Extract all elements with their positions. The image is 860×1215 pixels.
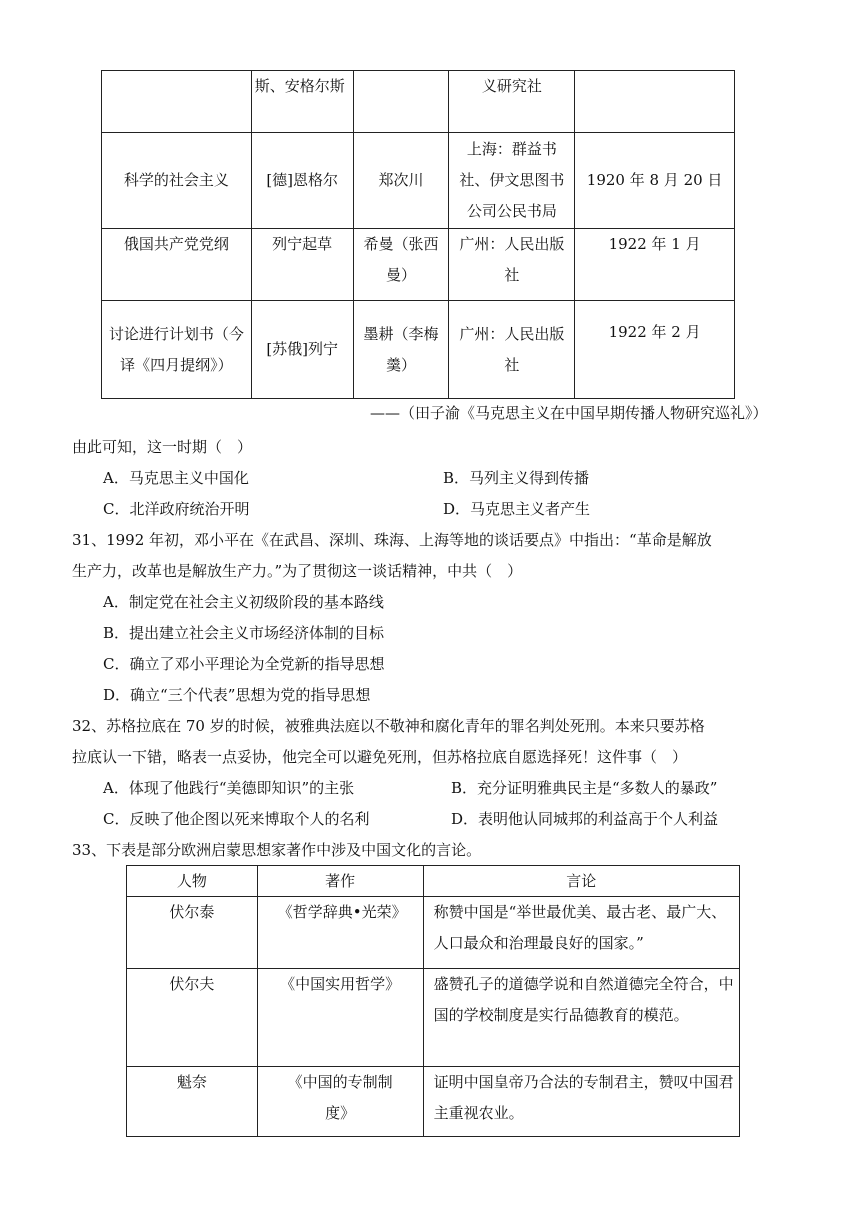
table-cell: 科学的社会主义 <box>102 133 252 229</box>
table-cell: 墨耕（李梅羹） <box>353 301 449 399</box>
q31-option-b[interactable]: B．提出建立社会主义市场经济体制的目标 <box>103 624 385 642</box>
table-header-row <box>127 866 740 897</box>
table-cell: 上海：群益书社、伊文思图书公司公民书局 <box>449 133 575 229</box>
table-cell: 俄国共产党党纲 <box>102 229 252 301</box>
table-cell: 伏尔夫 <box>127 969 258 1067</box>
q32-option-a[interactable]: A．体现了他践行“美德即知识”的主张 <box>103 779 355 797</box>
q31-option-a[interactable]: A．制定党在社会主义初级阶段的基本路线 <box>103 593 384 611</box>
q31-option-c[interactable]: C．确立了邓小平理论为全党新的指导思想 <box>103 655 385 673</box>
table-row <box>127 969 740 1067</box>
table-row <box>127 897 740 969</box>
q31-option-d[interactable]: D．确立“三个代表”思想为党的指导思想 <box>103 686 371 704</box>
table-cell: 魁奈 <box>127 1067 258 1137</box>
publication-table <box>101 70 735 399</box>
table-cell: 斯、安格尔斯 <box>251 71 353 133</box>
table-row <box>102 229 735 301</box>
question-31-stem-line1: 31、1992 年初，邓小平在《在武昌、深圳、珠海、上海等地的谈话要点》中指出：“革命是解放 <box>72 531 712 549</box>
question-32-stem-line1: 32、苏格拉底在 70 岁的时候，被雅典法庭以不敬神和腐化青年的罪名判处死刑。本来只要苏格 <box>72 717 705 735</box>
table-cell: 广州：人民出版社 <box>449 301 575 399</box>
table-row <box>102 71 735 133</box>
q30-option-b[interactable]: B．马列主义得到传播 <box>443 469 590 487</box>
table-cell <box>575 71 735 133</box>
q30-option-d[interactable]: D．马克思主义者产生 <box>443 500 591 518</box>
q32-option-b[interactable]: B．充分证明雅典民主是“多数人的暴政” <box>451 779 718 797</box>
q32-option-c[interactable]: C．反映了他企图以死来博取个人的名利 <box>103 810 370 828</box>
question-30-stem: 由此可知，这一时期（ ） <box>72 438 253 456</box>
table-row <box>102 133 735 229</box>
table-cell: 《中国的专制制度》 <box>257 1067 423 1137</box>
table-cell: 1922 年 1 月 <box>575 229 735 301</box>
source-citation: ——（田子渝《马克思主义在中国早期传播人物研究巡礼》） <box>370 404 768 422</box>
question-32-stem-line2: 拉底认一下错，略表一点妥协，他完全可以避免死刑，但苏格拉底自愿选择死！这件事（ ） <box>72 748 688 766</box>
table-cell: [德]恩格尔 <box>251 133 353 229</box>
table-cell: 郑次川 <box>353 133 449 229</box>
table-row <box>127 1067 740 1137</box>
table-cell <box>102 71 252 133</box>
table-cell: 1920 年 8 月 20 日 <box>575 133 735 229</box>
enlightenment-quotes-table <box>126 865 740 1137</box>
table-cell: 广州：人民出版社 <box>449 229 575 301</box>
q30-option-c[interactable]: C．北洋政府统治开明 <box>103 500 250 518</box>
table-cell: 希曼（张西曼） <box>353 229 449 301</box>
column-header: 言论 <box>423 866 739 897</box>
table-cell: [苏俄]列宁 <box>251 301 353 399</box>
table-cell: 证明中国皇帝乃合法的专制君主，赞叹中国君主重视农业。 <box>423 1067 739 1137</box>
table-cell: 伏尔泰 <box>127 897 258 969</box>
table-cell: 盛赞孔子的道德学说和自然道德完全符合，中国的学校制度是实行品德教育的模范。 <box>423 969 739 1067</box>
table-cell <box>353 71 449 133</box>
table-cell: 称赞中国是“举世最优美、最古老、最广大、人口最众和治理最良好的国家。” <box>423 897 739 969</box>
table-row <box>102 301 735 399</box>
table-cell: 《哲学辞典•光荣》 <box>257 897 423 969</box>
table-cell: 列宁起草 <box>251 229 353 301</box>
table-cell: 《中国实用哲学》 <box>257 969 423 1067</box>
question-33-stem: 33、下表是部分欧洲启蒙思想家著作中涉及中国文化的言论。 <box>72 841 482 859</box>
column-header: 人物 <box>127 866 258 897</box>
table-cell: 讨论进行计划书（今译《四月提纲》） <box>102 301 252 399</box>
q32-option-d[interactable]: D．表明他认同城邦的利益高于个人利益 <box>451 810 719 828</box>
table-cell: 1922 年 2 月 <box>575 301 735 399</box>
q30-option-a[interactable]: A．马克思主义中国化 <box>103 469 249 487</box>
column-header: 著作 <box>257 866 423 897</box>
question-31-stem-line2: 生产力，改革也是解放生产力。”为了贯彻这一谈话精神，中共（ ） <box>72 562 523 580</box>
table-cell: 义研究社 <box>449 71 575 133</box>
